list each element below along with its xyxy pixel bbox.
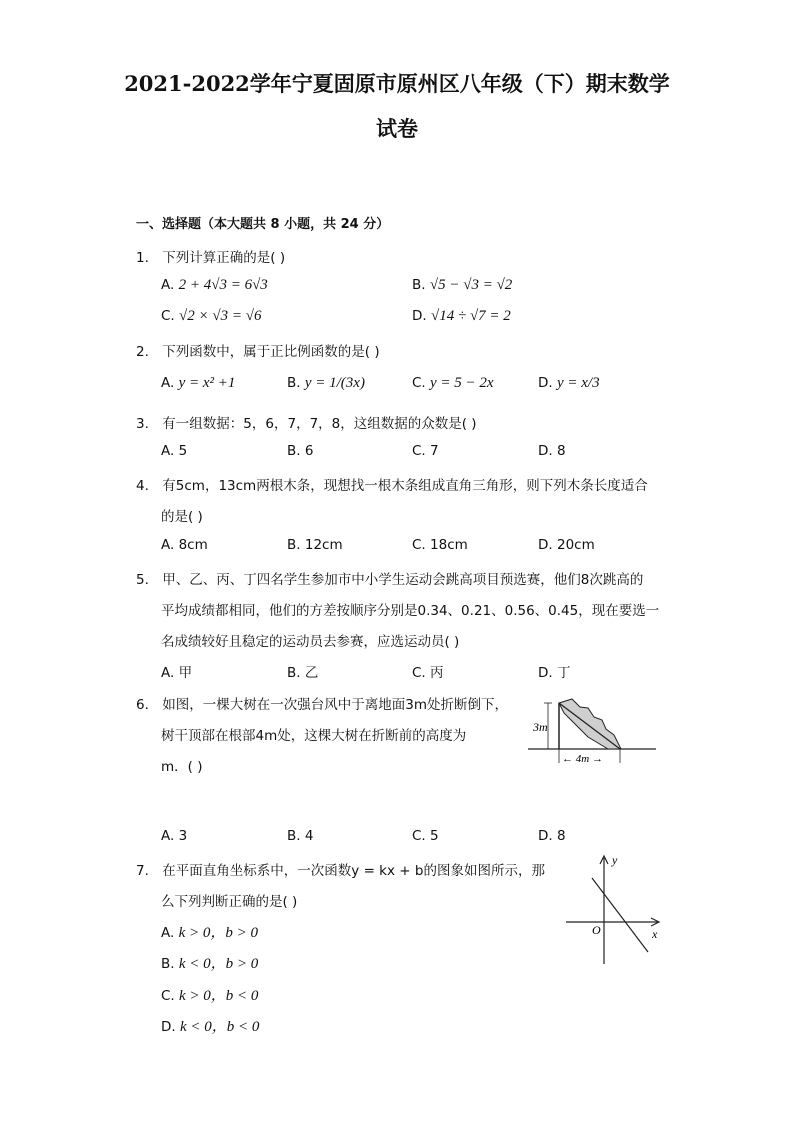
question-7: [136, 859, 545, 879]
coordinate-axes-figure: [562, 852, 668, 966]
x-label: x: [652, 927, 658, 941]
function-line: [592, 878, 648, 952]
option-a: A. k > 0，b > 0: [161, 925, 258, 941]
option-b: B. 乙: [287, 665, 319, 681]
question-stem: 有5cm，13cm两根木条，现想找一根木条组成直角三角形，则下列木条长度适合: [162, 478, 648, 494]
question-6: [136, 693, 508, 713]
question-stem-continued: 么下列判断正确的是( ): [161, 894, 298, 910]
question-stem-continued: 树干顶部在根部4m处，这棵大树在折断前的高度为: [161, 728, 467, 744]
question-number: 2.: [136, 344, 149, 360]
question-stem-continued: 的是( ): [161, 509, 203, 525]
question-1: [136, 246, 285, 266]
section-heading: 一、选择题（本大题共 8 小题，共 24 分）: [136, 217, 390, 232]
option-a: A. 甲: [161, 665, 193, 681]
question-stem: 有一组数据：5，6，7，7，8，这组数据的众数是( ): [162, 416, 477, 432]
option-b: B. 12cm: [287, 537, 343, 553]
question-number: 5.: [136, 572, 149, 588]
question-number: 3.: [136, 416, 149, 432]
option-c: C. k > 0，b < 0: [161, 988, 259, 1004]
exam-title-line1: 2021-2022学年宁夏固原市原州区八年级（下）期末数学: [124, 71, 670, 96]
origin-label: O: [592, 923, 601, 937]
question-stem-continued: m．( ): [161, 759, 203, 775]
option-b: B. √5 − √3 = √2: [412, 277, 513, 293]
option-b: B. 6: [287, 443, 314, 459]
option-b: B. y = 1/(3x): [287, 375, 365, 391]
question-5: [136, 568, 643, 588]
question-4: [136, 474, 648, 494]
question-number: 6.: [136, 697, 149, 713]
option-d: D. k < 0，b < 0: [161, 1019, 260, 1035]
option-c: C. 7: [412, 443, 439, 459]
option-d: D. √14 ÷ √7 = 2: [412, 308, 511, 324]
option-c: C. 18cm: [412, 537, 468, 553]
y-label: y: [612, 853, 618, 867]
question-number: 4.: [136, 478, 149, 494]
fallen-crown: [559, 699, 621, 749]
option-a: A. y = x² +1: [161, 375, 236, 391]
option-a: A. 2 + 4√3 = 6√3: [161, 277, 268, 293]
option-b: B. k < 0，b > 0: [161, 956, 259, 972]
option-c: C. y = 5 − 2x: [412, 375, 494, 391]
question-2: [136, 340, 380, 360]
option-d: D. 8: [538, 443, 566, 459]
option-d: D. 8: [538, 828, 566, 844]
option-c: C. 丙: [412, 665, 444, 681]
question-stem: 下列函数中，属于正比例函数的是( ): [162, 344, 380, 360]
question-stem-continued: 平均成绩都相同，他们的方差按顺序分别是0.34、0.21、0.56、0.45，现在要选一: [161, 603, 660, 619]
option-a: A. 5: [161, 443, 188, 459]
question-3: [136, 412, 477, 432]
question-stem: 如图，一棵大树在一次强台风中于离地面3m处折断倒下，: [162, 697, 509, 713]
exam-title-line2: 试卷: [376, 116, 418, 141]
broken-tree-figure: [528, 693, 658, 769]
question-stem: 甲、乙、丙、丁四名学生参加市中小学生运动会跳高项目预选赛，他们8次跳高的: [162, 572, 644, 588]
question-number: 7.: [136, 863, 149, 879]
question-stem-continued: 名成绩较好且稳定的运动员去参赛，应选运动员( ): [161, 634, 460, 650]
option-c: C. 5: [412, 828, 439, 844]
question-stem: 下列计算正确的是( ): [162, 250, 286, 266]
option-d: D. y = x/3: [538, 375, 600, 391]
option-d: D. 20cm: [538, 537, 595, 553]
option-d: D. 丁: [538, 665, 571, 681]
option-c: C. √2 × √3 = √6: [161, 308, 262, 324]
base-label: ← 4m →: [562, 753, 603, 765]
option-a: A. 8cm: [161, 537, 208, 553]
question-number: 1.: [136, 250, 149, 266]
question-stem: 在平面直角坐标系中，一次函数y = kx + b的图象如图所示，那: [162, 863, 545, 879]
height-label: 3m: [533, 720, 548, 734]
option-a: A. 3: [161, 828, 188, 844]
option-b: B. 4: [287, 828, 314, 844]
